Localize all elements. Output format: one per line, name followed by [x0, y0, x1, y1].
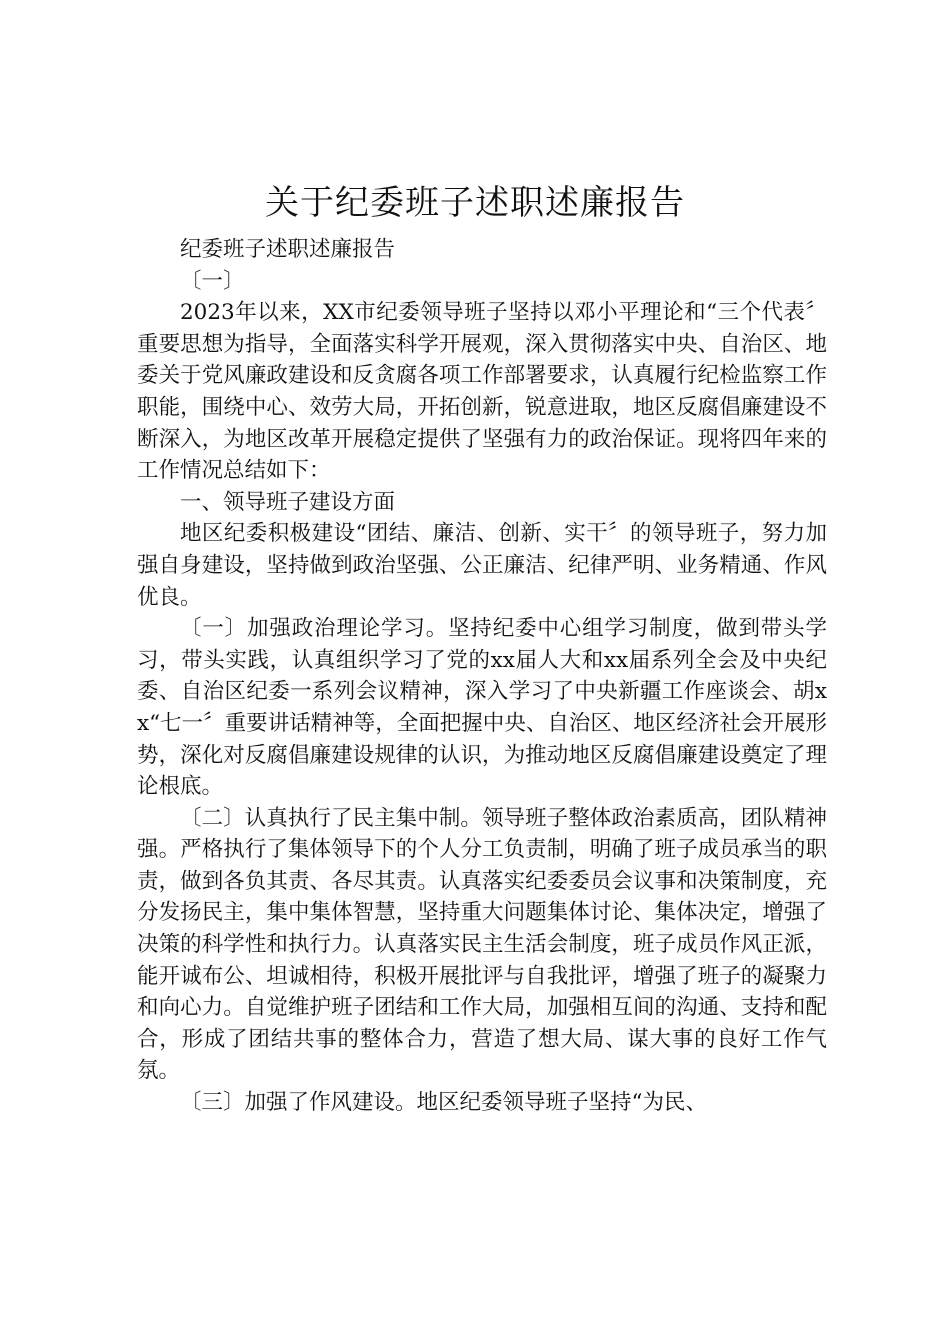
paragraph-work-style: 〔三〕加强了作风建设。地区纪委领导班子坚持“为民、	[180, 1090, 707, 1116]
paragraph-intro: 2023年以来，XX市纪委领导班子坚持以邓小平理论和“三个代表〞重要思想为指导，全面落实科学开展观，深入贯彻落实中央、自治区、地委关于党风廉政建设和反贪腐各项工作部署要求，认真履行纪检监察工作职能，围绕中心、效劳大局，开拓创新，锐意进取，地区反腐倡廉建设不断深入，为地区改革开展稳定提供了坚强有力的政治保证。现将四年来的工作情况总结如下：	[137, 300, 827, 484]
paragraph-political-study: 〔一〕加强政治理论学习。坚持纪委中心组学习制度，做到带头学习，带头实践，认真组织学习了党的xx届人大和xx届系列全会及中央纪委、自治区纪委一系列会议精神，深入学习了中央新疆工作座谈会、胡xx“七一〞重要讲话精神等，全面把握中央、自治区、地区经济社会开展形势，深化对反腐倡廉建设规律的认识，为推动地区反腐倡廉建设奠定了理论根底。	[137, 616, 827, 800]
document-title: 关于纪委班子述职述廉报告	[265, 183, 685, 223]
paragraph-subtitle: 纪委班子述职述廉报告	[180, 237, 396, 262]
paragraph-democratic-centralism: 〔二〕认真执行了民主集中制。领导班子整体政治素质高，团队精神强。严格执行了集体领导下的个人分工负责制，明确了班子成员承当的职责，做到各负其责、各尽其责。认真落实纪委委员会议事和决策制度，充分发扬民主，集中集体智慧，坚持重大问题集体讨论、集体决定，增强了决策的科学性和执行力。认真落实民主生活会制度，班子成员作风正派，能开诚布公、坦诚相待，积极开展批评与自我批评，增强了班子的凝聚力和向心力。自觉维护班子团结和工作大局，加强相互间的沟通、支持和配合，形成了团结共事的整体合力，营造了想大局、谋大事的良好工作气氛。	[137, 805, 827, 1084]
paragraph-heading-leadership: 一、领导班子建设方面	[180, 489, 396, 515]
document-body	[137, 234, 827, 1119]
paragraph-leadership-summary: 地区纪委积极建设“团结、廉洁、创新、实干〞的领导班子，努力加强自身建设，坚持做到政治坚强、公正廉洁、纪律严明、业务精通、作风优良。	[137, 521, 827, 610]
paragraph-section-marker: 〔一〕	[180, 268, 245, 294]
